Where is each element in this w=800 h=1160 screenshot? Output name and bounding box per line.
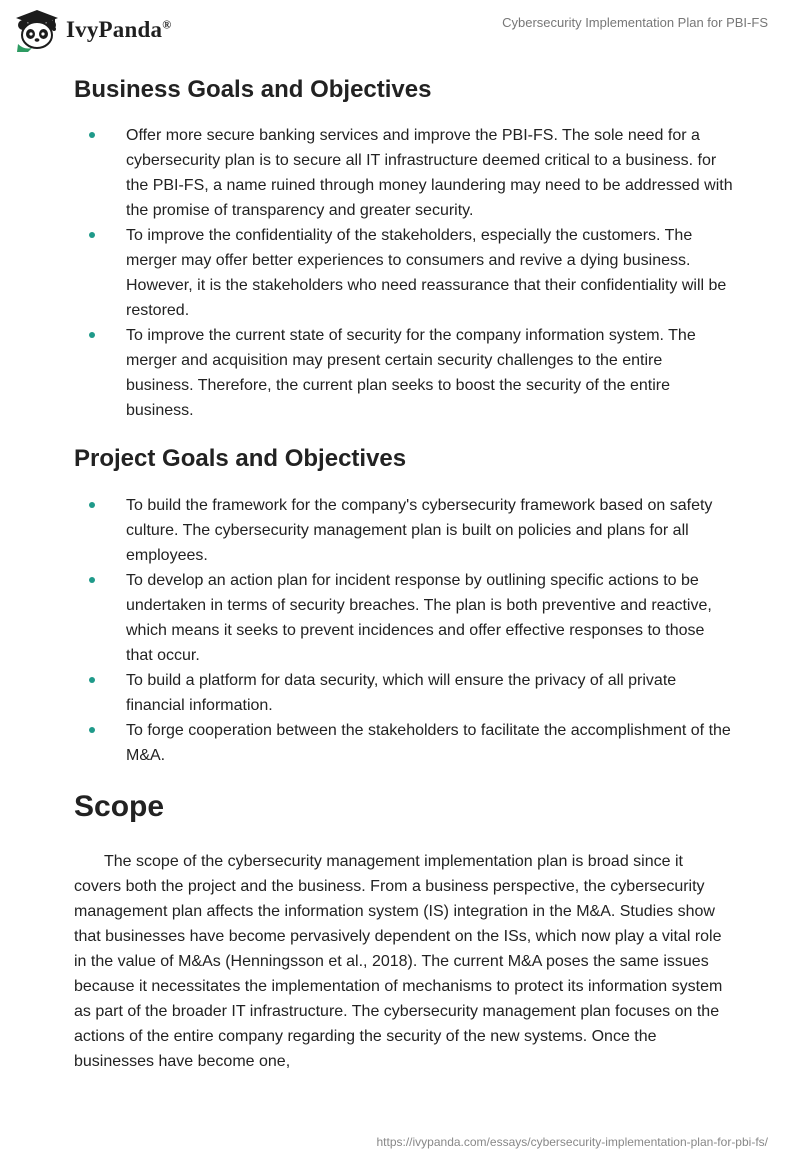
- list-item: To build the framework for the company's cybersecurity framework based on safety culture. The cybersecurity management plan is built on policies and plans for all employees.: [74, 493, 734, 568]
- bullet-icon: [89, 132, 95, 138]
- project-goals-heading: Project Goals and Objectives: [74, 445, 407, 472]
- bullet-icon: [89, 577, 95, 583]
- panda-logo-icon: [14, 8, 60, 52]
- bullet-icon: [89, 727, 95, 733]
- bullet-icon: [89, 332, 95, 338]
- brand-name: IvyPanda®: [66, 17, 172, 42]
- brand-logo[interactable]: [14, 8, 171, 52]
- bullet-icon: [89, 232, 95, 238]
- source-url-link[interactable]: https://ivypanda.com/essays/cybersecurity-implementation-plan-for-pbi-fs/: [376, 1135, 768, 1149]
- business-goals-list: [74, 123, 734, 423]
- bullet-icon: [89, 502, 95, 508]
- bullet-icon: [89, 677, 95, 683]
- list-item: To improve the current state of security for the company information system. The merger and acquisition may present certain security challenges to the entire business. Therefore, the current plan seeks to boost the security of the entire business.: [74, 323, 734, 423]
- document-title: Cybersecurity Implementation Plan for PBI-FS: [502, 15, 768, 30]
- document-body: [74, 70, 734, 1074]
- list-item: To build a platform for data security, which will ensure the privacy of all private financial information.: [74, 668, 734, 718]
- list-item: To develop an action plan for incident response by outlining specific actions to be undertaken in terms of security breaches. The plan is both preventive and reactive, which means it seeks to prevent incidences and offer effective responses to those that occur.: [74, 568, 734, 668]
- scope-heading: Scope: [74, 790, 165, 823]
- project-goals-list: [74, 493, 734, 768]
- scope-paragraph: The scope of the cybersecurity management implementation plan is broad since it covers both the project and the business. From a business perspective, the cybersecurity management plan affects the information system (IS) integration in the M&A. Studies show that businesses have become pervasively dependent on the ISs, which now play a vital role in the value of M&As (Henningsson et al., 2018). The current M&A poses the same issues because it necessitates the implementation of mechanisms to protect its information system as part of the broader IT infrastructure. The cybersecurity management plan focuses on the actions of the entire company regarding the security of the new systems. Once the businesses have become one,: [74, 853, 723, 1070]
- business-goals-heading: Business Goals and Objectives: [74, 76, 432, 103]
- list-item: To forge cooperation between the stakeholders to facilitate the accomplishment of the M&A.: [74, 718, 734, 768]
- page-header: [0, 0, 800, 60]
- list-item: To improve the confidentiality of the stakeholders, especially the customers. The merger may offer better experiences to consumers and revive a dying business. However, it is the stakeholders who need reassurance that their confidentiality will be restored.: [74, 223, 734, 323]
- list-item: Offer more secure banking services and improve the PBI-FS. The sole need for a cybersecurity plan is to secure all IT infrastructure deemed critical to a business. for the PBI-FS, a name ruined through money laundering may need to be addressed with the promise of transparency and greater security.: [74, 123, 734, 223]
